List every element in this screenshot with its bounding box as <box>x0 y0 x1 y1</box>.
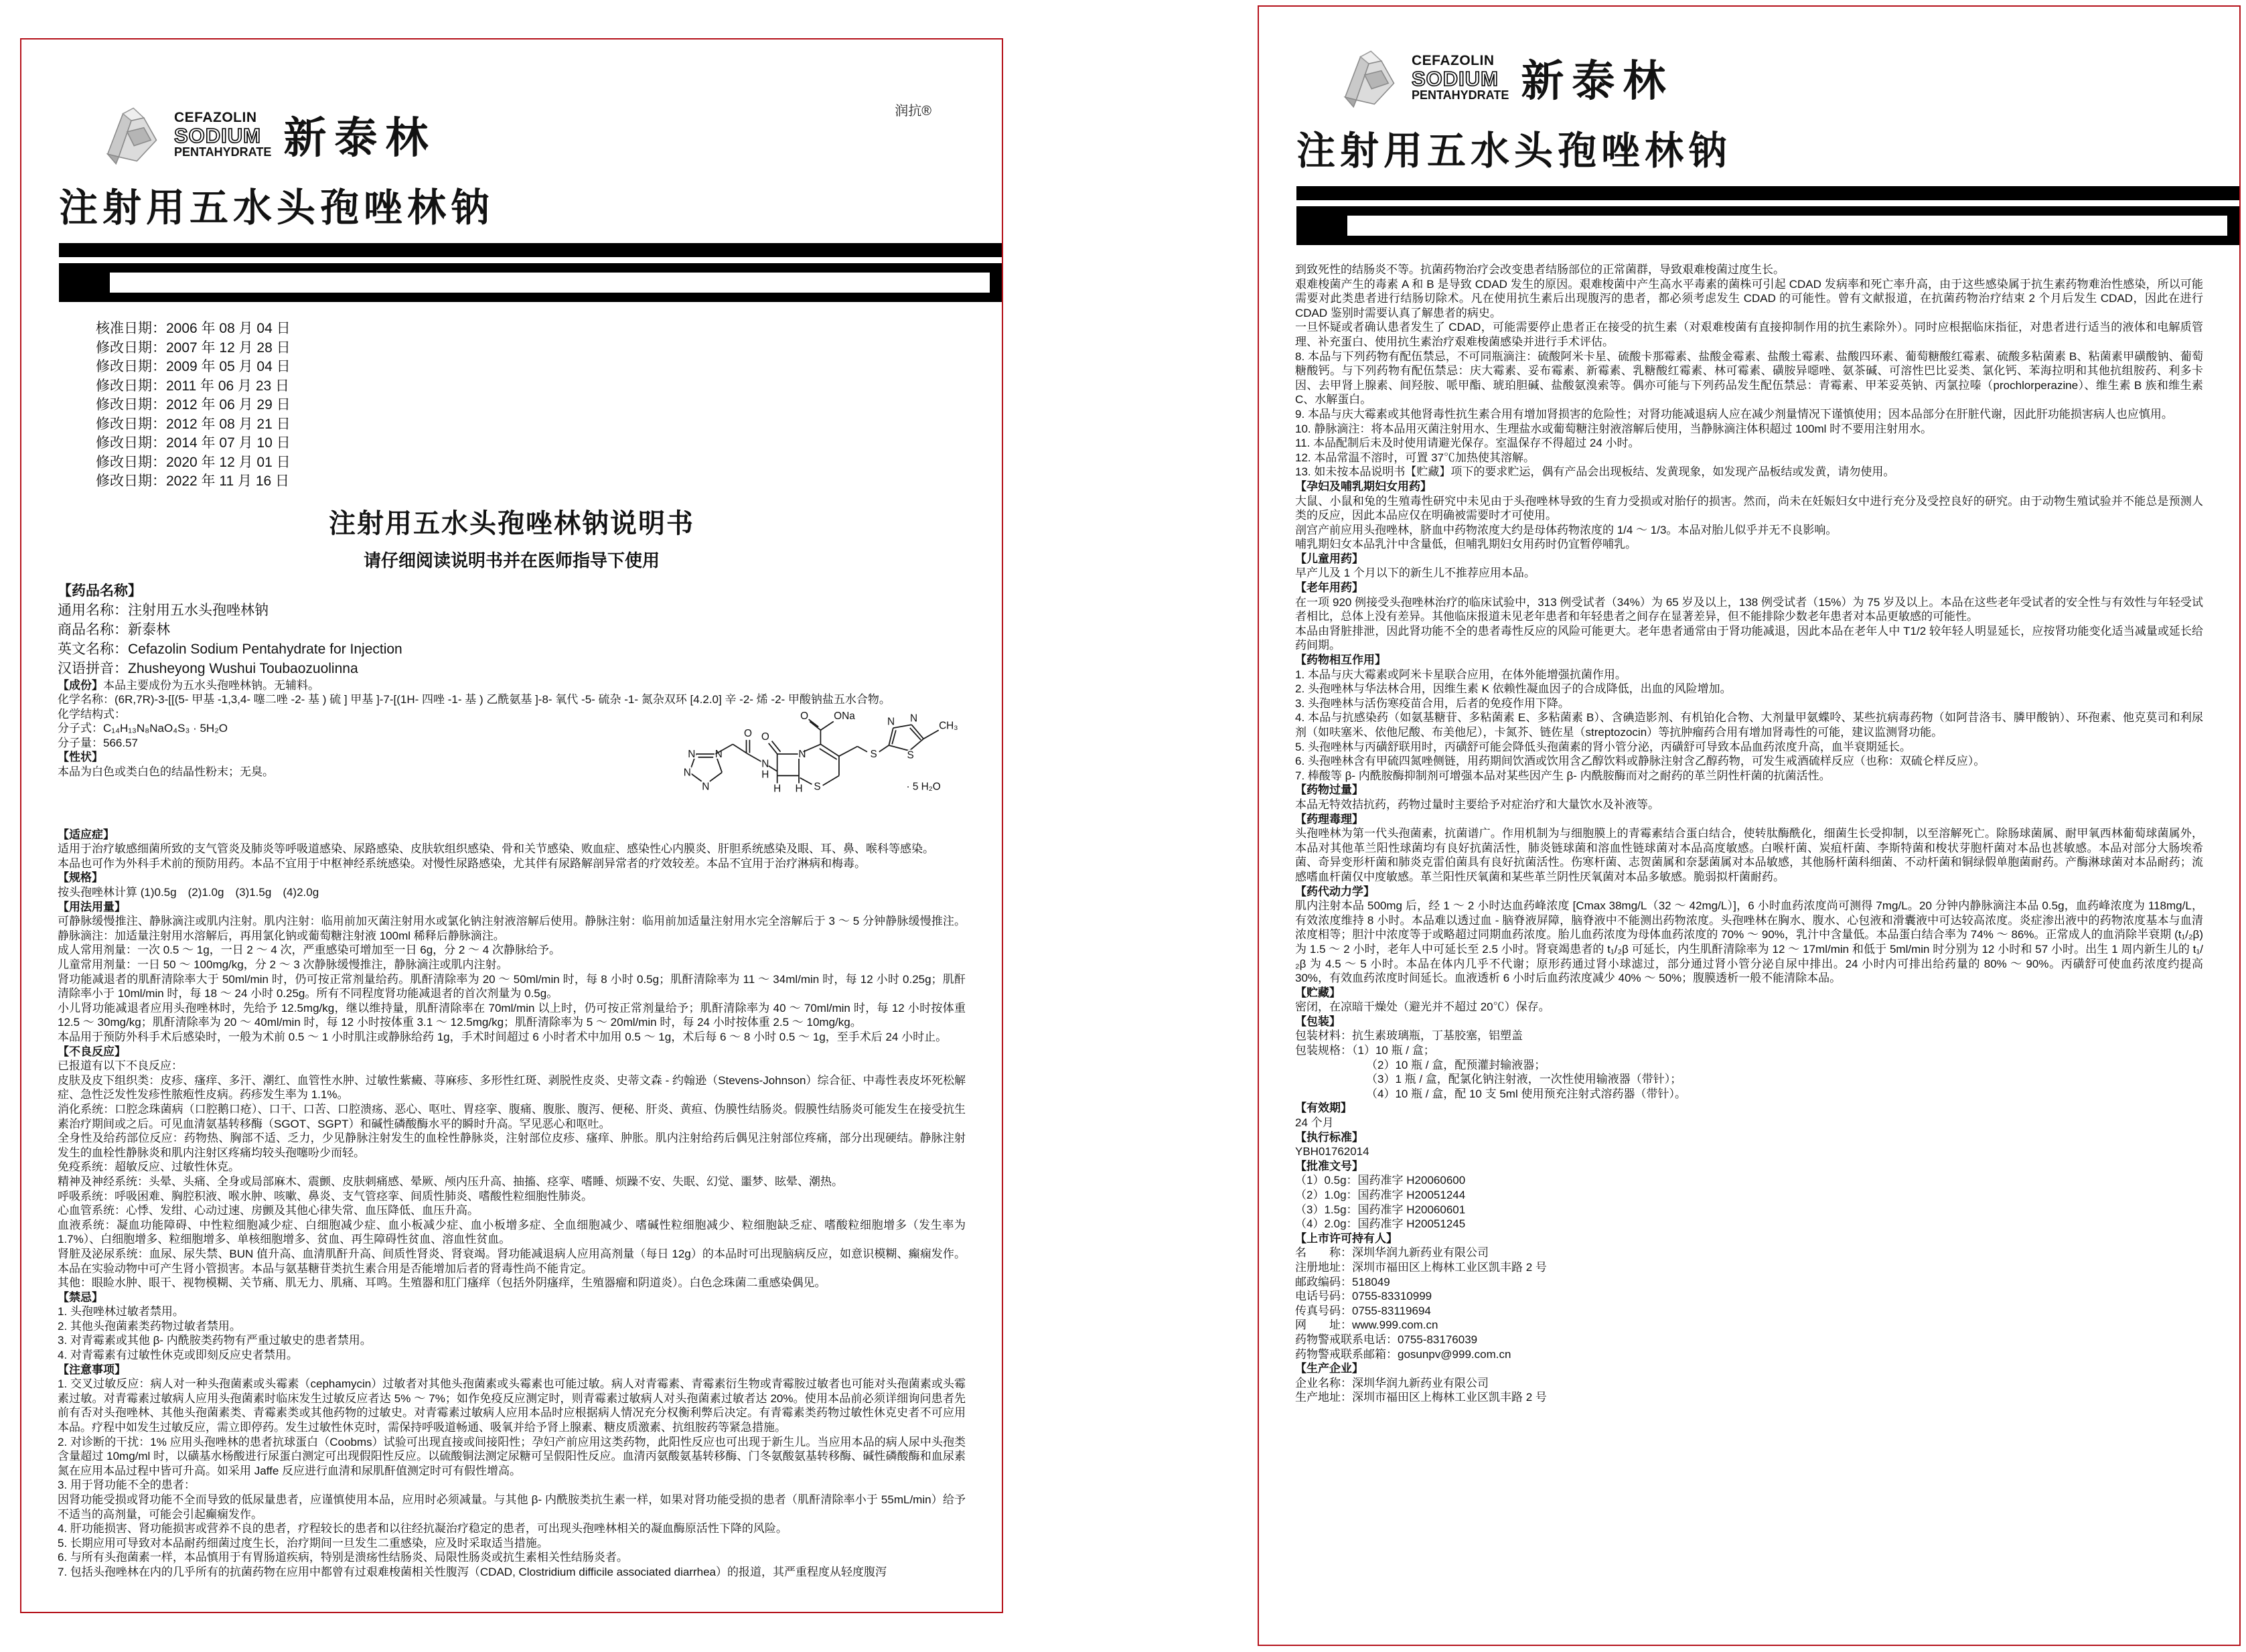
text-block <box>58 1160 966 1175</box>
text-block <box>1295 668 2203 682</box>
text-block <box>58 1478 966 1493</box>
date-line: 修改日期：2009 年 05 月 04 日 <box>96 359 291 374</box>
paragraph-text: 1. 本品与庆大霉素或阿米卡星联合应用，在体外能增强抗菌作用。 <box>1295 668 1627 681</box>
text-block <box>1295 1246 2203 1260</box>
text-block <box>1295 1289 2203 1304</box>
paragraph-text: 4. 肝功能损害、肾功能损害或营养不良的患者，疗程较长的患者和以往经抗凝治疗稳定的患者，可出现头孢唑林相关的凝血酶原活性下降的风险。 <box>58 1522 788 1535</box>
text-block <box>1295 566 2203 581</box>
paragraph-text: （3）1.5g：国药准字 H20060601 <box>1295 1203 1466 1216</box>
svg-text:O: O <box>743 727 752 739</box>
paragraph-text: 肾脏及泌尿系统：血尿、尿失禁、BUN 值升高、血清肌酐升高、间质性肾炎、肾衰竭。肾功能减退病人应用高剂量（每日 12g）的本品时可出现脑病反应，如意识模糊、癫痫发作。本品在实验动物中可产生肾小管损害。本品与氨基糖苷类抗生素合用是否能增加后者的肾毒性尚不能肯定。 <box>58 1247 966 1275</box>
text-block <box>58 659 966 678</box>
paragraph-text: 3. 对青霉素或其他 β- 内酰胺类药物有严重过敏史的患者禁用。 <box>58 1334 372 1347</box>
paragraph-text: 早产儿及 1 个月以下的新生儿不推荐应用本品。 <box>1295 567 1536 580</box>
svg-text:ONa: ONa <box>834 710 855 722</box>
text-block <box>1295 899 2203 986</box>
text-block <box>1295 1015 2203 1029</box>
text-block <box>58 1059 966 1073</box>
paragraph-text: 因肾功能受损或肾功能不全而导致的低尿量患者，应谨慎使用本品，应用时必须减量。与其他 β- 内酰胺类抗生素一样，如果对肾功能受损的患者（肌酐清除率小于 55mL/min）给予不适当的高剂量，可能会引起癫痫发作。 <box>58 1493 966 1521</box>
paragraph-text: 汉语拼音：Zhusheyong Wushui Toubaozuolinna <box>58 660 358 676</box>
paragraph-text: 心血管系统：心悸、发绀、心动过速、房颤及其他心律失常、血压降低、血压升高。 <box>58 1204 479 1217</box>
section-heading: 【执行标准】 <box>1295 1130 1363 1144</box>
text-block <box>1295 653 2203 668</box>
logo-word-pentahydrate: PENTAHYDRATE <box>1412 88 1509 102</box>
logo-word-pentahydrate: PENTAHYDRATE <box>174 145 272 159</box>
paragraph-text: 7. 棒酸等 β- 内酰胺酶抑制剂可增强本品对某些因产生 β- 内酰胺酶而对之耐药的革兰阴性杆菌的抗菌活性。 <box>1295 769 1831 782</box>
paragraph-text: 本品也可作为外科手术前的预防用药。本品不宜用于中枢神经系统感染。对慢性尿路感染，尤其伴有尿路解剖异常者的疗效较差。本品不宜用于治疗淋病和梅毒。 <box>58 856 866 870</box>
paragraph-text: （2）10 瓶 / 盒，配预灌封输液器； <box>1366 1058 1546 1071</box>
paragraph-text: （2）1.0g：国药准字 H20051244 <box>1295 1189 1466 1201</box>
paragraph-text: 12. 本品常温不溶时，可置 37℃加热使其溶解。 <box>1295 451 1535 464</box>
svg-text:S: S <box>907 749 914 761</box>
paragraph-text: 6. 与所有头孢菌素一样，本品慎用于有胃肠道疾病，特别是溃疡性结肠炎、局限性肠炎或抗生素相关性结肠炎者。 <box>58 1551 628 1564</box>
text-block <box>58 1319 966 1334</box>
text-block <box>58 1333 966 1348</box>
text-block <box>58 1348 966 1363</box>
paragraph-text: 3. 头孢唑林与活伤寒疫苗合用，后者的免疫作用下降。 <box>1295 696 1570 710</box>
paragraph-text: 7. 包括头孢唑林在内的几乎所有的抗菌药物在应用中都曾有过艰难梭菌相关性腹泻（CDAD, Clostridium difficile associated diarrhea）的报道，其严重程度从轻度腹泻 <box>58 1565 887 1578</box>
paragraph-text: （4）10 瓶 / 盒，配 10 支 5ml 使用预充注射式溶药器（带针）。 <box>1366 1087 1686 1100</box>
section-heading: 【生产企业】 <box>1295 1362 1363 1375</box>
date-line: 修改日期：2007 年 12 月 28 日 <box>96 340 291 356</box>
brand-header <box>1295 43 2203 245</box>
paragraph-text: 通用名称：注射用五水头孢唑林钠 <box>58 602 269 618</box>
paragraph-text: 头孢唑林为第一代头孢菌素，抗菌谱广。作用机制为与细胞膜上的青霉素结合蛋白结合，使转肽酶酰化，细菌生长受抑制，以至溶解死亡。除肠球菌属、耐甲氧西林葡萄球菌属外，本品对其他革兰阳性球菌均有良好抗菌活性，肺炎链球菌和溶血性链球菌对本品高度敏感。白喉杆菌、炭疽杆菌、李斯特菌和梭状芽胞杆菌对本品也甚敏感。本品对部分大肠埃希菌、奇异变形杆菌和肺炎克雷伯菌具有良好抗菌活性。伤寒杆菌、志贺菌属和奈瑟菌属对本品敏感，其他肠杆菌科细菌、不动杆菌和铜绿假单胞菌耐药。产酶淋球菌对本品耐药；流感嗜血杆菌仅中度敏感。革兰阳性厌氧菌和某些革兰阴性厌氧菌对本品多敏感。脆弱拟杆菌耐药。 <box>1295 827 2203 883</box>
text-block <box>1295 1188 2203 1203</box>
text-block <box>58 721 678 736</box>
text-block <box>1295 1144 2203 1159</box>
paragraph-text: 商品名称：新泰林 <box>58 621 170 637</box>
text-block <box>58 581 966 601</box>
text-block <box>1295 1087 2203 1102</box>
text-block <box>58 765 678 779</box>
header-bar <box>1296 186 2241 200</box>
logo-word-cefazolin: CEFAZOLIN <box>174 110 257 126</box>
paragraph-text: 肾功能减退者的肌酐清除率大于 50ml/min 时，仍可按正常剂量给药。肌酐清除率为 20 ～ 50ml/min 时，每 8 小时 0.5g；肌酐清除率为 11 ～ 34ml/min 时，每 12 小时 0.25g；肌酐清除率小于 10ml/min 时，每 18 ～ 24 小时 0.25g。所有不同程度肾功能减退者的首次剂量为 0.5g。 <box>58 972 966 1000</box>
paragraph-text: 本品无特效拮抗药，药物过量时主要给予对症治疗和大量饮水及补液等。 <box>1295 798 1659 811</box>
text-block <box>1295 1000 2203 1015</box>
date-line: 核准日期：2006 年 08 月 04 日 <box>96 321 291 336</box>
paragraph-text: 到致死性的结肠炎不等。抗菌药物治疗会改变患者结肠部位的正常菌群，导致艰难梭菌过度生长。 <box>1295 263 1785 276</box>
brand-logo-words <box>1412 54 1509 101</box>
svg-text:O: O <box>761 731 769 743</box>
text-block <box>58 856 966 871</box>
structure-row <box>58 707 966 828</box>
paragraph-text: 注册地址：深圳市福田区上梅林工业区凯丰路 2 号 <box>1295 1260 1547 1274</box>
paragraph-text: 其他：眼睑水肿、眼干、视物模糊、关节痛、肌无力、肌痛、耳鸣。生殖器和肛门瘙痒（包括外阴瘙痒，生殖器瘤和阴道炎）。白色念珠菌二重感染偶见。 <box>58 1276 826 1290</box>
svg-text:N: N <box>683 767 691 779</box>
text-block <box>1295 1173 2203 1188</box>
text-block <box>1295 1376 2203 1391</box>
text-block <box>1295 696 2203 711</box>
text-block <box>58 1247 966 1276</box>
text-block <box>1295 826 2203 884</box>
text-block <box>58 958 966 972</box>
text-block <box>1295 1361 2203 1376</box>
text-block <box>58 1363 966 1377</box>
svg-text:N: N <box>715 748 723 760</box>
svg-text:O: O <box>800 710 809 722</box>
paragraph-text: 包装规格：（1）10 瓶 / 盒； <box>1295 1044 1435 1057</box>
text-block <box>1295 1043 2203 1058</box>
paragraph-text: 化学结构式： <box>58 707 126 721</box>
paragraph-text: 哺乳期妇女本品乳汁中含量低，但哺乳期妇女用药时仍宜暂停哺乳。 <box>1295 538 1637 551</box>
text-block <box>58 1550 966 1565</box>
section-heading: 【儿童用药】 <box>1295 552 1363 565</box>
paragraph-text: 8. 本品与下列药物有配伍禁忌，不可同瓶滴注：硫酸阿米卡星、硫酸卡那霉素、盐酸金霉素、盐酸土霉素、盐酸四环素、葡萄糖酸红霉素、硫酸多粘菌素 B、粘菌素甲磺酸钠、葡萄糖酸钙。与下列药物有配伍禁忌：庆大霉素、妥布霉素、新霉素、乳糖酸红霉素、林可霉素、磺胺异噁唑、氨茶碱、可溶性巴比妥类、氯化钙、苯海拉明和其他抗组胺药、利多卡因、去甲肾上腺素、间羟胺、哌甲酯、琥珀胆碱、盐酸氨溴索等。偶亦可能与下列药品发生配伍禁忌：青霉素、甲苯妥英钠、丙氯拉嗪（prochlorperazine）、维生素 B 族和维生素 C、水解蛋白。 <box>1295 350 2203 406</box>
text-block <box>1295 1058 2203 1073</box>
section-heading: 【有效期】 <box>1295 1102 1352 1115</box>
paragraph-text: 9. 本品与庆大霉素或其他肾毒性抗生素合用有增加肾损害的危险性；对肾功能减退病人应在减少剂量情况下谨慎使用；因本品部分在肝脏代谢，因此肝功能损害病人也应慎用。 <box>1295 407 2173 421</box>
header-frame <box>1296 206 2241 245</box>
paragraph-text: YBH01762014 <box>1295 1145 1369 1158</box>
paragraph-text: 电话号码：0755-83310999 <box>1295 1290 1432 1303</box>
text-block <box>58 1290 966 1305</box>
text-block <box>1295 436 2203 451</box>
paragraph-text: 适用于治疗敏感细菌所致的支气管炎及肺炎等呼吸道感染、尿路感染、皮肤软组织感染、骨和关节感染、败血症、感染性心内膜炎、肝胆系统感染及眼、耳、鼻、喉科等感染。 <box>58 842 934 856</box>
date-line: 修改日期：2014 年 07 月 10 日 <box>96 435 291 451</box>
section-heading: 【批准文号】 <box>1295 1159 1363 1173</box>
approval-dates <box>96 319 966 492</box>
paragraph-text: 5. 头孢唑林与丙磺舒联用时，丙磺舒可能会降低头孢菌素的肾小管分泌，丙磺舒可导致本品血药浓度升高，血半衰期延长。 <box>1295 740 1911 753</box>
text-block <box>1295 798 2203 812</box>
svg-text:· 5 H₂O: · 5 H₂O <box>906 781 941 793</box>
text-block <box>58 1189 966 1204</box>
text-block <box>58 601 966 620</box>
structure-left-text <box>58 707 678 779</box>
paragraph-text: 分子式：C₁₄H₁₃N₈NaO₄S₃ · 5H₂O <box>58 722 228 735</box>
section-heading: 【孕妇及哺乳期妇女用药】 <box>1295 479 1432 493</box>
svg-text:N: N <box>688 748 696 760</box>
paragraph-text: 包装材料：抗生素玻璃瓶，丁基胶塞，铝塑盖 <box>1295 1029 1523 1043</box>
text-block <box>58 707 678 722</box>
paragraph-text: （1）0.5g：国药准字 H20060600 <box>1295 1174 1466 1187</box>
text-block <box>1295 1304 2203 1319</box>
trademark-runkang: 润抗® <box>895 104 931 119</box>
date-line: 修改日期：2011 年 06 月 23 日 <box>96 378 290 394</box>
brand-name-chinese: 新泰林 <box>1521 57 1674 105</box>
text-block <box>58 972 966 1001</box>
svg-text:H: H <box>761 769 769 781</box>
paragraph-text: 消化系统：口腔念珠菌病（口腔鹅口疮）、口干、口苦、口腔溃疡、恶心、呕吐、胃痉挛、腹痛、腹胀、腹泻、便秘、肝炎、黄疸、伪膜性结肠炎。假膜性结肠炎可能发生在接受抗生素治疗期间或之后。可见血清氨基转移酶（SGOT、SGPT）和碱性磷酸酶水平的瞬时升高。罕见恶心和呕吐。 <box>58 1102 966 1130</box>
section-heading: 【老年用药】 <box>1295 581 1363 595</box>
logo-word-sodium: SODIUM <box>174 123 261 147</box>
text-block <box>1295 277 2203 321</box>
paragraph-text: （4）2.0g：国药准字 H20051245 <box>1295 1217 1466 1231</box>
paragraph-text: 11. 本品配制后未及时使用请避光保存。室温保存不得超过 24 小时。 <box>1295 437 1640 450</box>
text-block <box>58 1304 966 1319</box>
section-heading: 【药代动力学】 <box>1295 885 1375 898</box>
brand-crystal-icon <box>1333 43 1402 112</box>
text-block <box>58 750 678 765</box>
text-block <box>58 914 966 943</box>
paragraph-text: 网 址：www.999.com.cn <box>1295 1319 1438 1332</box>
text-block <box>58 1175 966 1189</box>
paragraph-text: 化学名称：(6R,7R)-3-[[(5- 甲基 -1,3,4- 噻二唑 -2- 基 ) 硫 ] 甲基 ]-7-[(1H- 四唑 -1- 基 ) 乙酰氨基 ]-8- 氧代 -5- 硫杂 -1- 氮杂双环 [4.2.0] 辛 -2- 烯 -2- 甲酸钠盐五水合物。 <box>58 693 891 706</box>
paragraph-text: 10. 静脉滴注：将本品用灭菌注射用水、生理盐水或葡萄糖注射液溶解后使用，当静脉滴注体积超过 100ml 时不要用注射用水。 <box>1295 422 1933 435</box>
text-block <box>58 1565 966 1580</box>
date-line: 修改日期：2012 年 08 月 21 日 <box>96 416 291 432</box>
text-block <box>1295 595 2203 624</box>
text-block <box>58 885 966 900</box>
insert-title: 注射用五水头孢唑林钠说明书 <box>329 508 694 538</box>
text-block <box>1295 581 2203 595</box>
svg-text:N: N <box>761 758 769 770</box>
paragraph-text: 邮政编码：518049 <box>1295 1275 1390 1288</box>
paragraph-text: 药物警戒联系邮箱：gosunpv@999.com.cn <box>1295 1347 1511 1361</box>
svg-text:S: S <box>814 781 821 793</box>
text-block <box>1295 1072 2203 1087</box>
section-heading: 【包装】 <box>1295 1015 1341 1028</box>
text-block <box>1295 451 2203 465</box>
section-heading: 【贮藏】 <box>1295 986 1341 999</box>
paragraph-text: 名 称：深圳华润九新药业有限公司 <box>1295 1246 1489 1260</box>
left-page <box>20 38 1003 1613</box>
paragraph-text: 已报道有以下不良反应： <box>58 1059 183 1073</box>
text-block <box>1295 1217 2203 1231</box>
text-block <box>58 1131 966 1160</box>
text-block <box>1295 494 2203 523</box>
text-block <box>1295 812 2203 827</box>
text-block <box>1295 754 2203 769</box>
text-block <box>1295 885 2203 899</box>
svg-text:H: H <box>773 783 781 795</box>
paragraph-text: 5. 长期应用可导致对本品耐药细菌过度生长，治疗期间一旦发生二重感染，应及时采取适当措施。 <box>58 1536 548 1550</box>
paragraph-text: 英文名称：Cefazolin Sodium Pentahydrate for Injection <box>58 641 402 657</box>
section-heading: 【药物过量】 <box>1295 783 1363 797</box>
text-block <box>58 640 966 659</box>
text-block <box>1295 552 2203 567</box>
text-block <box>1295 479 2203 494</box>
paragraph-text: 血液系统：凝血功能障碍、中性粒细胞减少症、白细胞减少症、血小板减少症、血小板增多症、全血细胞减少、嗜碱性粒细胞减少、粒细胞缺乏症、嗜酸粒细胞增多（发生率为 1.7%）、白细胞增多、粒细胞增多、单核细胞增多、贫血、再生障碍性贫血、溶血性贫血。 <box>58 1218 966 1246</box>
section-heading: 【药品名称】 <box>58 583 142 599</box>
text-block <box>1295 422 2203 437</box>
date-line: 修改日期：2020 年 12 月 01 日 <box>96 454 291 470</box>
paragraph-text: 儿童常用剂量：一日 50 ～ 100mg/kg，分 2 ～ 3 次静脉缓慢推注，静脉滴注或肌内注射。 <box>58 958 508 972</box>
text-block <box>1295 1275 2203 1290</box>
paragraph-text: 呼吸系统：呼吸困难、胸腔积液、喉水肿、咳嗽、鼻炎、支气管痉挛、间质性肺炎、嗜酸性粒细胞性肺炎。 <box>58 1189 593 1203</box>
section-heading: 【规格】 <box>58 871 103 885</box>
text-block <box>58 1073 966 1102</box>
svg-text:S: S <box>870 748 877 760</box>
paragraph-text: 在一项 920 例接受头孢唑林治疗的临床试验中，313 例受试者（34%）为 65 岁及以上，138 例受试者（15%）为 75 岁及以上。本品在这些老年受试者的安全性与有效性与年轻受试者相比，总体上没有差异。其他临床报道未见老年患者和年轻患者之间存在显著差异，但不能排除少数老年患者对本品更敏感的可能性。 <box>1295 595 2203 623</box>
section-heading: 【上市许可持有人】 <box>1295 1231 1398 1245</box>
paragraph-text: 1. 头孢唑林过敏者禁用。 <box>58 1305 184 1319</box>
text-block <box>58 1536 966 1551</box>
text-block <box>1295 1347 2203 1362</box>
paragraph-text: 本品用于预防外科手术后感染时，一般为术前 0.5 ～ 1 小时肌注或静脉给药 1g，手术时间超过 6 小时者术中加用 0.5 ～ 1g，术后每 6 ～ 8 小时 0.5 ～ 1g，至手术后 24 小时止。 <box>58 1031 948 1043</box>
section-heading: 【药物相互作用】 <box>1295 654 1386 667</box>
text-block <box>1295 769 2203 783</box>
text-block <box>1295 1029 2203 1043</box>
header-frame-inner <box>1347 216 2227 236</box>
text-block <box>58 828 966 842</box>
svg-text:N: N <box>887 715 895 727</box>
date-line: 修改日期：2022 年 11 月 16 日 <box>96 473 290 489</box>
svg-text:N: N <box>909 712 918 725</box>
text-block <box>58 1001 966 1030</box>
paragraph-text: 艰难梭菌产生的毒素 A 和 B 是导致 CDAD 发生的原因。艰难梭菌中产生高水平毒素的菌株可引起 CDAD 发病率和死亡率升高，由于这些感染属于抗生素药物难治性感染，所以可能需要对此类患者进行结肠切除术。凡在使用抗生素后出现腹泻的患者，都必须考虑发生 CDAD 的可能性。曾有文献报道，在抗菌药物治疗结束 2 个月后发生 CDAD，因此在进行 CDAD 鉴别时需要认真了解患者的病史。 <box>1295 277 2203 319</box>
section-heading: 【不良反应】 <box>58 1045 126 1058</box>
product-title: 注射用五水头孢唑林钠 <box>59 186 495 230</box>
paragraph-text: 24 个月 <box>1295 1116 1334 1130</box>
text-block <box>58 1102 966 1131</box>
text-block <box>1295 986 2203 1000</box>
paragraph-text: 皮肤及皮下组织类：皮疹、瘙痒、多汗、潮红、血管性水肿、过敏性紫癜、荨麻疹、多形性红斑、剥脱性皮炎、史蒂文森 - 约翰逊（Stevens-Johnson）综合征、中毒性表皮坏死松解症、急性泛发性发疹性脓疱性皮病。药疹发生率为 1.1%。 <box>58 1073 966 1102</box>
paragraph-text: 13. 如未按本品说明书【贮藏】项下的要求贮运，偶有产品会出现板结、发黄现象，如发现产品板结或发黄，请勿使用。 <box>1295 465 1895 479</box>
chemical-structure <box>678 708 966 828</box>
text-block <box>1295 407 2203 422</box>
header-frame <box>59 263 1003 302</box>
paragraph-text: 密闭，在凉暗干燥处（避光并不超过 20℃）保存。 <box>1295 1000 1550 1014</box>
paragraph-text: 大鼠、小鼠和兔的生殖毒性研究中未见由于头孢唑林导致的生育力受损或对胎仔的损害。然而，尚未在妊娠妇女中进行充分及受控良好的研究。由于动物生殖试验并不能总是预测人类的反应，因此本品应仅在明确被需要时才可使用。 <box>1295 494 2203 522</box>
text-block <box>1295 523 2203 538</box>
text-block <box>58 900 966 915</box>
paragraph-text: 4. 对青霉素有过敏性休克或即刻反应史者禁用。 <box>58 1349 298 1362</box>
text-block <box>1295 1203 2203 1217</box>
text-block <box>1295 1333 2203 1347</box>
text-block <box>1295 1318 2203 1333</box>
paragraph-text: 肌内注射本品 500mg 后，经 1 ～ 2 小时达血药峰浓度 [Cmax 38mg/L（32 ～ 42mg/L）]，6 小时血药浓度尚可测得 7mg/L。20 分钟内静脉滴注本品 0.5g，血药峰浓度为 118mg/L，有效浓度维持 8 小时。本品难以透过血 - 脑脊液屏障，脑脊液中不能测出药物浓度。头孢唑林在胸水、腹水、心包液和滑囊液中可达较高浓度。炎症渗出液中的药物浓度基本与血清浓度相等；胆汁中浓度等于或略超过同期血药浓度。胎儿血药浓度为母体血药浓度的 70% ～ 90%，乳汁中含量低。本品蛋白结合率为 74% ～ 86%。正常成人的血消除半衰期 (t₁/₂β) 为 1.5 ～ 2 小时，老年人中可延长至 2.5 小时。肾衰竭患者的 t₁/₂β 可延长，内生肌酐清除率为 12 ～ 17ml/min 和低于 5ml/min 时分别为 12 小时和 57 小时。出生 1 周内新生儿的 t₁/₂β 为 4.5 ～ 5 小时。本品在体内几乎不代谢；原形药通过肾小球滤过，部分通过肾小管分泌自尿中排出。24 小时内可排出给药量的 80% ～ 90%。丙磺舒可使血药浓度约提高 30%，有效血药浓度时间延长。血液透析 6 小时后血药浓度减少 40% ～ 50%；腹膜透析一般不能清除本品。 <box>1295 899 2203 985</box>
paragraph-text: 小儿肾功能减退者应用头孢唑林时，先给予 12.5mg/kg，继以维持量，肌酐清除率在 70ml/min 以上时，仍可按正常剂量给予；肌酐清除率为 40 ～ 70ml/min 时，每 12 小时按体重 12.5 ～ 30mg/kg；肌酐清除率为 20 ～ 40ml/min 时，每 12 小时按体重 3.1 ～ 12.5mg/kg；肌酐清除率为 5 ～ 20ml/min 时，每 24 小时按体重 2.5 ～ 10mg/kg。 <box>58 1001 966 1029</box>
text-block <box>1295 1116 2203 1130</box>
paragraph-text: 免疫系统：超敏反应、过敏性休克。 <box>58 1160 240 1174</box>
text-block <box>1295 624 2203 653</box>
paragraph-text: 成人常用剂量：一次 0.5 ～ 1g，一日 2 ～ 4 次，严重感染可增加至一日 6g，分 2 ～ 4 次静脉给予。 <box>58 944 560 957</box>
text-block <box>58 736 678 751</box>
paragraph-text: 传真号码：0755-83119694 <box>1295 1304 1431 1317</box>
left-body-main <box>58 828 966 1580</box>
section-heading: 【禁忌】 <box>58 1290 103 1304</box>
text-block <box>1295 1159 2203 1174</box>
text-block <box>1295 537 2203 552</box>
text-block <box>58 620 966 640</box>
paragraph-text: 2. 对诊断的干扰：1% 应用头孢唑林的患者抗球蛋白（Coobms）试验可出现直接或间接阳性；孕妇产前应用这类药物，此阳性反应也可出现于新生儿。当应用本品的病人尿中头孢类含量超过 10mg/ml 时，以磺基水杨酸进行尿蛋白测定可出现假阳性反应。以硫酸铜法测定尿糖可呈假阳性反应。血清丙氨酸氨基转移酶、门冬氨酸氨基转移酶、碱性磷酸酶和血尿素氮在应用本品过程中皆可升高。如采用 Jaffe 反应进行血清和尿肌酐值测定时可有假性增高。 <box>58 1435 966 1477</box>
text-block <box>1295 1130 2203 1145</box>
section-heading: 【注意事项】 <box>58 1363 126 1376</box>
text-block <box>1295 1231 2203 1246</box>
text-block <box>1295 740 2203 755</box>
paragraph-text: 按头孢唑林计算 (1)0.5g (2)1.0g (3)1.5g (4)2.0g <box>58 886 319 899</box>
brand-header <box>58 100 966 302</box>
insert-subtitle: 请仔细阅读说明书并在医师指导下使用 <box>363 550 660 571</box>
paragraph-text: 可静脉缓慢推注、静脉滴注或肌内注射。肌内注射：临用前加灭菌注射用水或氯化钠注射液溶解后使用。静脉注射：临用前加适量注射用水完全溶解后于 3 ～ 5 分钟静脉缓慢推注。静脉滴注：加适量注射用水溶解后，再用氯化钠或葡萄糖注射液 100ml 稀释后静脉滴注。 <box>58 915 966 942</box>
text-block <box>58 1435 966 1479</box>
text-block <box>1295 262 2203 277</box>
text-block <box>58 1521 966 1536</box>
paragraph-text: 分子量：566.57 <box>58 736 138 749</box>
paragraph-text: 精神及神经系统：头晕、头痛、全身或局部麻木、震颤、皮肤刺痛感、晕厥、颅内压升高、抽搐、痉挛、嗜睡、烦躁不安、失眠、幻觉、噩梦、眩晕、潮热。 <box>58 1175 843 1188</box>
text-block <box>1295 1260 2203 1275</box>
text-block <box>1295 1390 2203 1405</box>
logo-word-cefazolin: CEFAZOLIN <box>1412 53 1495 69</box>
text-block <box>58 1377 966 1434</box>
paragraph-text: 4. 本品与抗感染药（如氨基糖苷、多粘菌素 E、多粘菌素 B）、含碘造影剂、有机铂化合物、大剂量甲氨蝶呤、某些抗病毒药物（如阿昔洛韦、膦甲酸钠）、环孢素、他克莫司和利尿剂（如呋塞米、依他尼酸、布美他尼），卡氮芥、链佐星（streptozocin）等抗肿瘤药合用有增加肾毒性的可能，建议监测肾功能。 <box>1295 711 2203 739</box>
paragraph-text: 3. 用于肾功能不全的患者： <box>58 1479 196 1492</box>
paragraph-text: 一旦怀疑或者确认患者发生了 CDAD，可能需要停止患者正在接受的抗生素（对艰难梭菌有直接抑制作用的抗生素除外）。同时应根据临床指征，对患者进行适当的液体和电解质管理、补充蛋白、使用抗生素治疗艰难梭菌感染并进行手术评估。 <box>1295 321 2203 348</box>
text-block <box>1295 783 2203 798</box>
text-block <box>1295 710 2203 739</box>
paragraph-text: 本品主要成份为五水头孢唑林钠。无辅料。 <box>103 678 319 692</box>
paragraph-text: 剖宫产前应用头孢唑林，脐血中药物浓度大约是母体药物浓度的 1/4 ～ 1/3。本品对胎儿似乎并无不良影响。 <box>1295 523 1838 536</box>
text-block <box>1295 320 2203 349</box>
text-block <box>58 692 966 707</box>
paragraph-text: 药物警戒联系电话：0755-83176039 <box>1295 1333 1478 1346</box>
paragraph-text: 2. 头孢唑林与华法林合用，因维生素 K 依赖性凝血因子的合成降低，出血的风险增加。 <box>1295 682 1732 696</box>
text-block <box>58 1493 966 1521</box>
text-block <box>1295 1101 2203 1116</box>
brand-name-chinese: 新泰林 <box>283 114 437 162</box>
section-heading: 【性状】 <box>58 751 103 764</box>
paragraph-text: 生产地址：深圳市福田区上梅林工业区凯丰路 2 号 <box>1295 1391 1547 1404</box>
text-block <box>58 842 966 856</box>
right-page <box>1258 5 2241 1646</box>
svg-text:CH₃: CH₃ <box>939 720 958 732</box>
svg-text:N: N <box>702 781 710 793</box>
text-block <box>1295 350 2203 407</box>
section-heading: 【药理毒理】 <box>1295 812 1363 826</box>
logo-word-sodium: SODIUM <box>1412 66 1499 90</box>
paragraph-text: 全身性及给药部位反应：药物热、胸部不适、乏力，少见静脉注射发生的血栓性静脉炎，注射部位皮疹、瘙痒、肿胀。肌内注射给药后偶见注射部位疼痛，部分出现硬结。静脉注射发生的血栓性静脉炎和肌内注射区疼痛均较头孢噻吩少而轻。 <box>58 1132 966 1159</box>
date-line: 修改日期：2012 年 06 月 29 日 <box>96 397 291 412</box>
text-block <box>58 871 966 885</box>
text-block <box>58 1030 966 1045</box>
product-title: 注射用五水头孢唑林钠 <box>1296 129 1732 173</box>
text-block <box>58 1218 966 1247</box>
text-block <box>58 1045 966 1059</box>
header-bar <box>59 243 1003 257</box>
paragraph-text: 企业名称：深圳华润九新药业有限公司 <box>1295 1376 1489 1390</box>
brand-logo-words <box>174 110 271 158</box>
section-heading: 【适应症】 <box>58 828 115 841</box>
text-block <box>1295 682 2203 696</box>
paragraph-text: 1. 交叉过敏反应：病人对一种头孢菌素或头霉素（cephamycin）过敏者对其他头孢菌素或头霉素也可能过敏。病人对青霉素、青霉素衍生物或青霉胺过敏者也可能对头孢菌素或头霉素过敏。对青霉素过敏病人应用头孢菌素时临床发生过敏反应者达 5% ～ 7%；如作免疫反应测定时，则青霉素过敏病人对头孢菌素过敏者达 20%。使用本品前必须详细询问患者先前有否对头孢唑林、其他头孢菌素类、青霉素类或其他药物的过敏史。对青霉素过敏病人应用本品时应根据病人情况充分权衡利弊后决定。有青霉素类药物过敏性休克史者不可应用本品。疗程中如发生过敏反应，需立即停药。发生过敏性休克时，需保持呼吸道畅通、吸氧并给予肾上腺素、糖皮质激素、抗组胺药等紧急措施。 <box>58 1377 966 1434</box>
text-block <box>58 943 966 958</box>
text-block <box>1295 465 2203 479</box>
svg-text:H: H <box>795 783 803 795</box>
text-block <box>58 678 966 693</box>
left-body-top <box>58 581 966 707</box>
paragraph-text: 2. 其他头孢菌素类药物过敏者禁用。 <box>58 1319 241 1333</box>
paragraph-text: 6. 头孢唑林含有甲硫四氮唑侧链，用药期间饮酒或饮用含乙醇饮料或静脉注射含乙醇药物，可发生戒酒硫样反应（也称：双硫仑样反应）。 <box>1295 755 1986 768</box>
text-block <box>58 1203 966 1218</box>
text-block <box>58 1276 966 1290</box>
header-frame-inner <box>110 273 990 293</box>
section-heading: 【用法用量】 <box>58 900 126 913</box>
paragraph-text: 本品由肾脏排泄，因此肾功能不全的患者毒性反应的风险可能更大。老年患者通常由于肾功能减退，因此本品在老年人中 T1/2 较年轻人明显延长，应按肾功能变化适当减量或延长给药间期。 <box>1295 624 2203 652</box>
paragraph-text: （3）1 瓶 / 盒，配氯化钠注射液，一次性使用输液器（带针）； <box>1366 1073 1682 1086</box>
paragraph-text: 本品为白色或类白色的结晶性粉末；无臭。 <box>58 765 274 779</box>
right-body <box>1295 262 2203 1405</box>
section-heading: 【成份】 <box>58 678 103 692</box>
svg-text:N: N <box>798 748 806 760</box>
brand-crystal-icon <box>95 100 165 169</box>
